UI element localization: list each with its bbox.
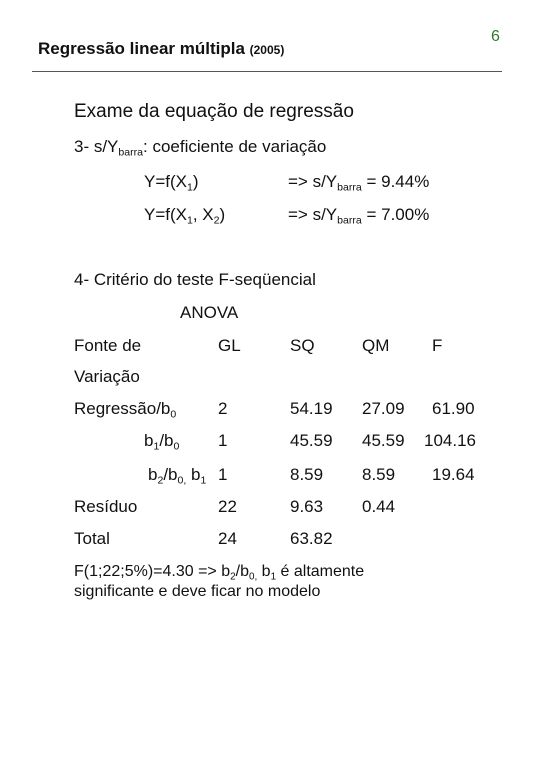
anova-row-sq: 54.19 [290, 399, 333, 418]
anova-row-gl: 24 [218, 529, 237, 548]
anova-row-source [74, 399, 176, 419]
header-sq: SQ [290, 336, 315, 355]
source-text: Regressão/$b_0$ [74, 399, 177, 421]
model-2: $Y=f(X_1$, $X_2$) [144, 205, 226, 227]
section4-label: 4- Critério do teste F-seqüencial [74, 270, 316, 289]
anova-row-source [144, 431, 179, 451]
slide-title [38, 39, 284, 59]
anova-row-source: Resíduo [74, 497, 138, 516]
page-number: 6 [491, 28, 500, 45]
anova-row-source [148, 465, 206, 485]
anova-row-qm: 45.59 [362, 431, 405, 450]
section-heading: Exame da equação de regressão [74, 101, 354, 122]
anova-row-sq: 45.59 [290, 431, 333, 450]
anova-row-f: 19.64 [432, 465, 475, 484]
source-text: $b_1/b_0$ [144, 431, 180, 453]
anova-row-sq: 9.63 [290, 497, 324, 516]
source-text: $b_2/b_{0,}$ $b_1$ [148, 465, 207, 487]
anova-row-f: 61.90 [432, 399, 475, 418]
anova-row-source: Total [74, 529, 110, 548]
conclusion-line2: significante e deve ficar no modelo [74, 583, 321, 600]
anova-row-gl: 1 [218, 465, 228, 484]
anova-row-qm: 27.09 [362, 399, 405, 418]
anova-row-qm: 0.44 [362, 497, 396, 516]
header-gl: GL [218, 336, 241, 355]
model-2-result: => $s/Y_{barra} = 7.00\%$ [288, 205, 430, 227]
anova-row-gl: 2 [218, 399, 228, 418]
anova-row-qm: 8.59 [362, 465, 396, 484]
anova-row-sq: 63.82 [290, 529, 333, 548]
model-1-result: => $s/Y_{barra} = 9.44\%$ [288, 172, 430, 194]
model-1: $Y=f(X_1)$ [144, 172, 199, 194]
title-main: Regressão linear múltipla [38, 39, 245, 58]
title-divider [32, 71, 502, 72]
header-source-line2: Variação [74, 367, 140, 386]
anova-row-sq: 8.59 [290, 465, 324, 484]
anova-row-gl: 1 [218, 431, 228, 450]
header-source: Fonte de [74, 336, 142, 355]
anova-row-gl: 22 [218, 497, 237, 516]
title-year: (2005) [249, 43, 285, 57]
section3-label: 3- $s/Y_{barra}$: coeficiente de variação [74, 137, 327, 159]
anova-title: ANOVA [180, 303, 239, 322]
header-qm: QM [362, 336, 390, 355]
anova-row-f: 104.16 [424, 431, 476, 450]
header-f: F [432, 336, 443, 355]
conclusion-line1: F(1;22;5%)=4.30 => $b_2/b_{0,}$ $b_1$ é altamente [74, 563, 365, 583]
